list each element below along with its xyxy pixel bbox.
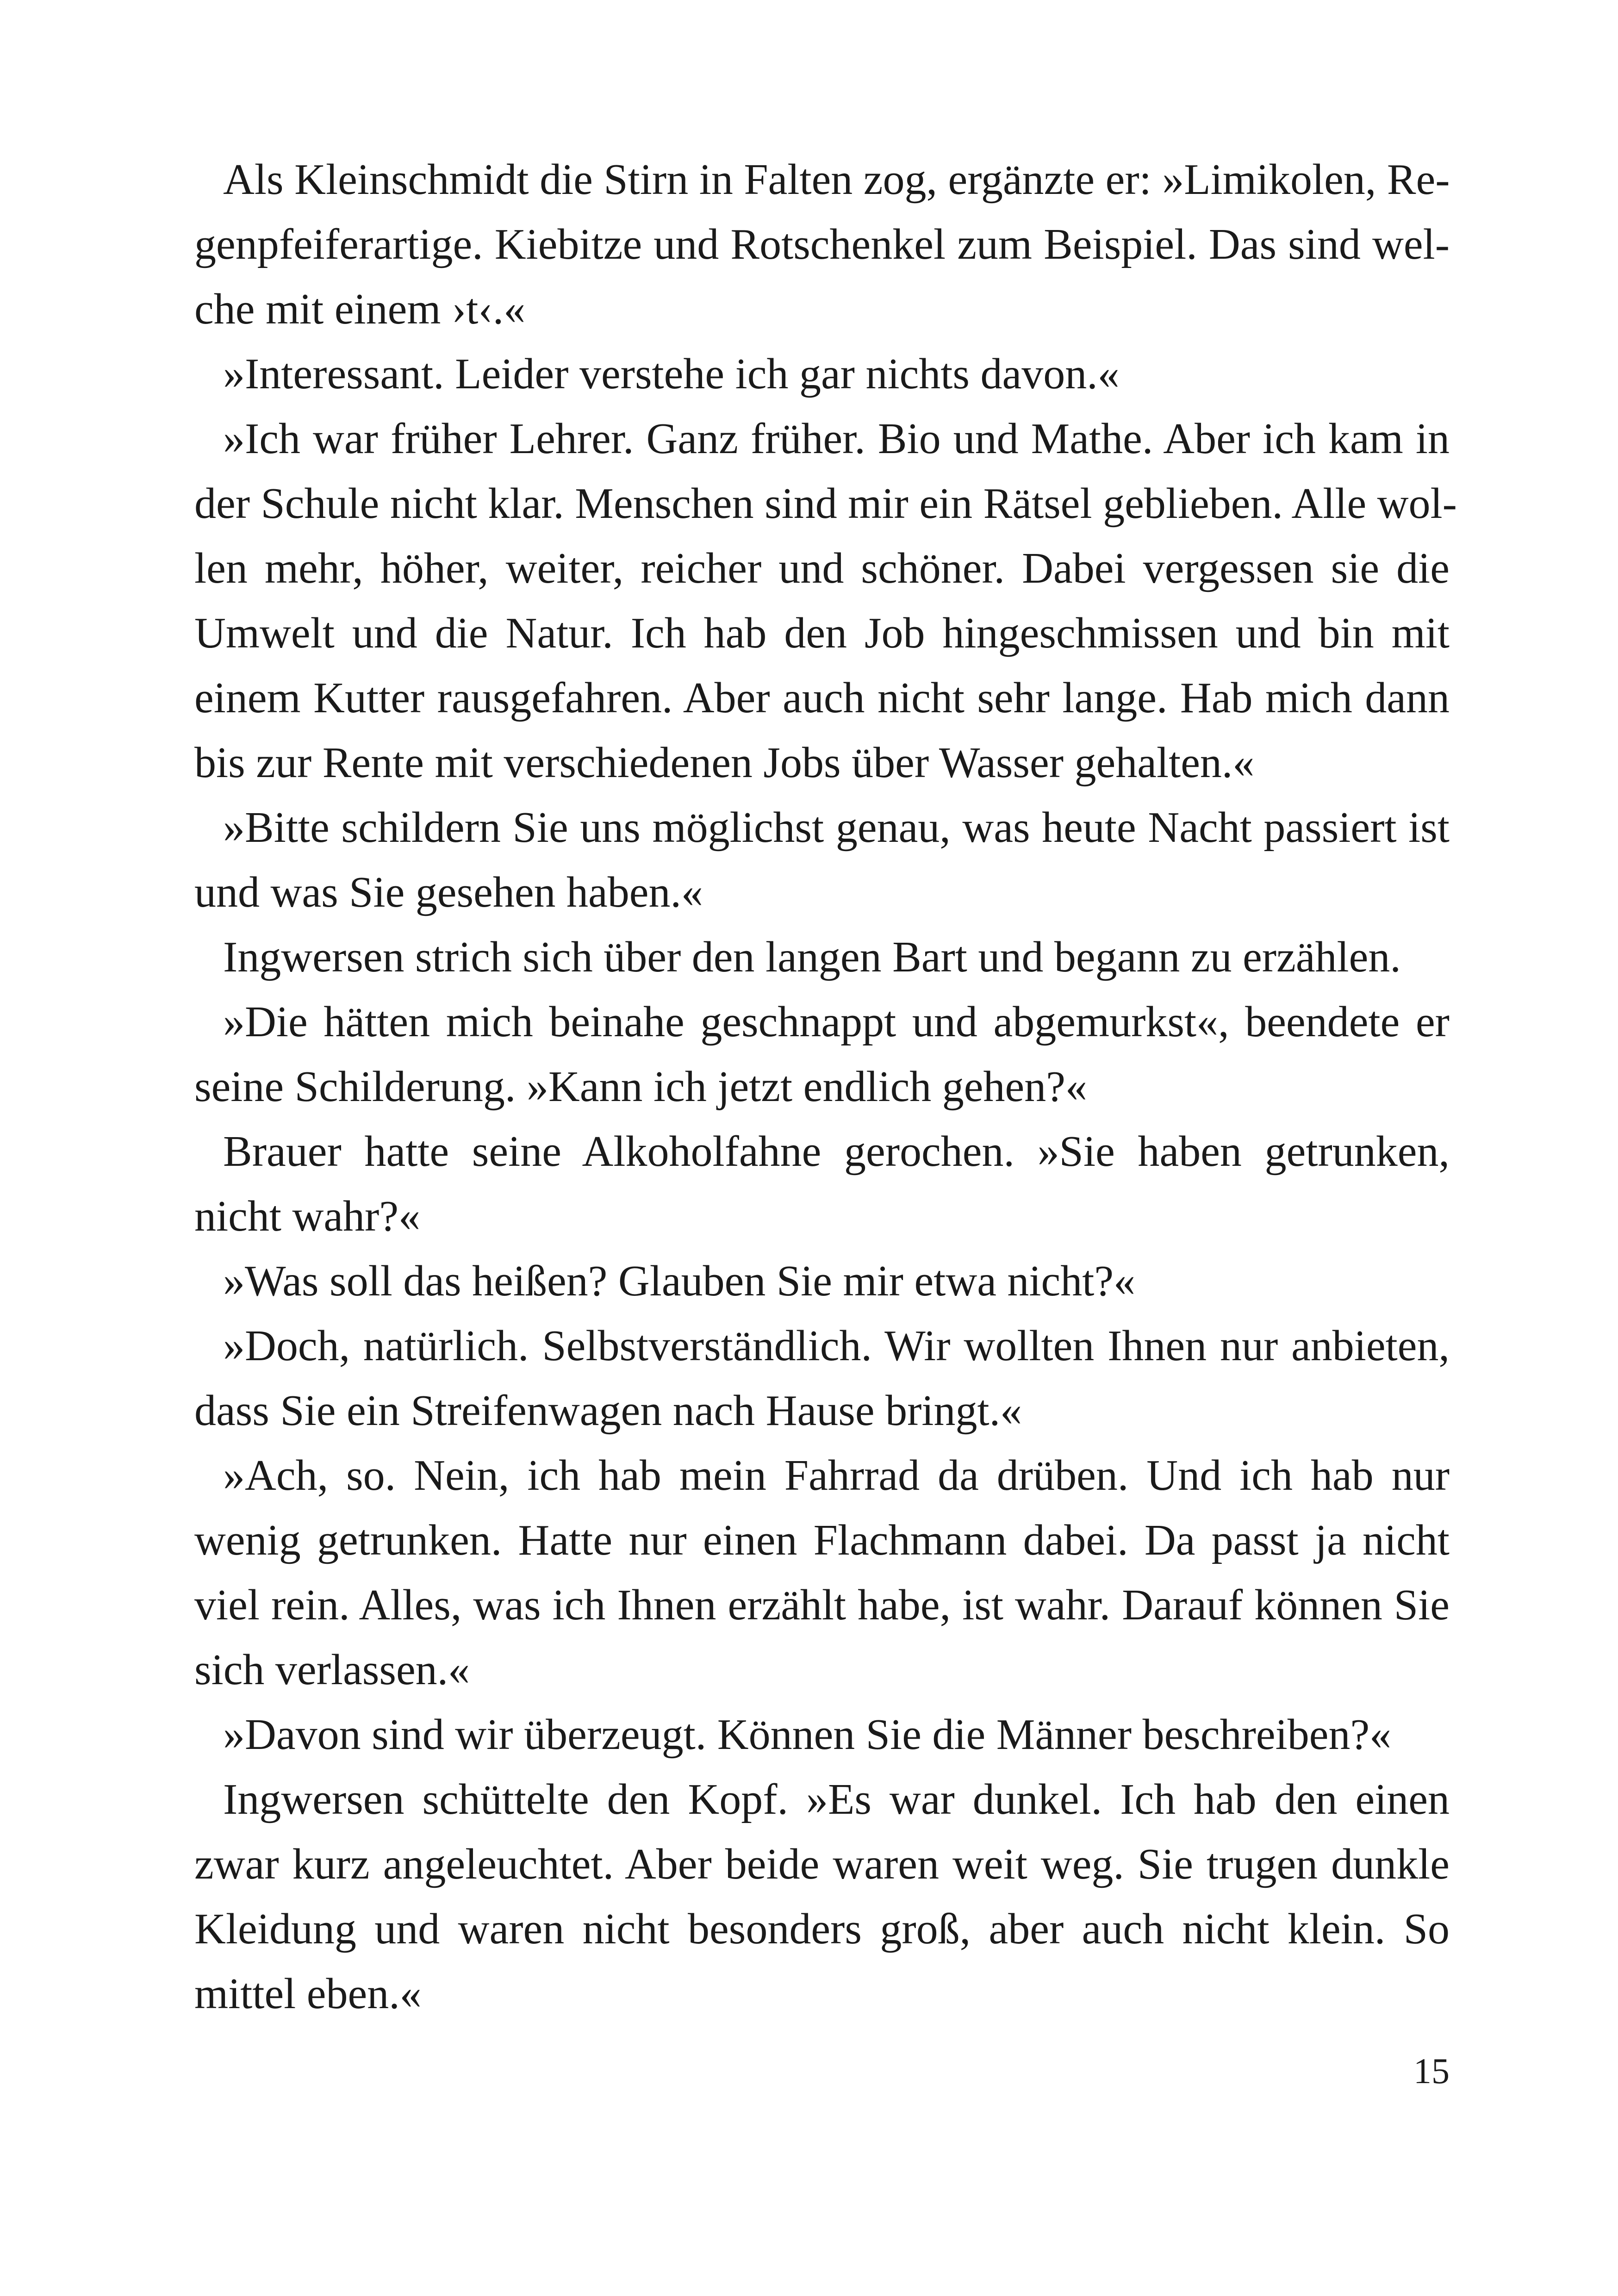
text-line: »Was soll das heißen? Glauben Sie mir etwa nicht?«	[223, 1257, 1136, 1305]
text-line: einem Kutter rausgefahren. Aber auch nicht sehr lange. Hab mich dann	[194, 674, 1450, 722]
text-line: Ingwersen strich sich über den langen Bart und begann zu erzählen.	[223, 933, 1401, 981]
text-line: »Bitte schildern Sie uns möglichst genau, was heute Nacht passiert ist	[223, 803, 1450, 852]
text-line: Brauer hatte seine Alkoholfahne gerochen. »Sie haben getrunken,	[223, 1127, 1450, 1176]
text-line: Kleidung und waren nicht besonders groß, aber auch nicht klein. So	[194, 1905, 1450, 1953]
text-line: bis zur Rente mit verschiedenen Jobs über Wasser gehalten.«	[194, 739, 1255, 787]
text-line: dass Sie ein Streifenwagen nach Hause bringt.«	[194, 1387, 1022, 1435]
text-line: sich verlassen.«	[194, 1646, 470, 1694]
text-line: zwar kurz angeleuchtet. Aber beide waren weit weg. Sie trugen dunkle	[194, 1840, 1450, 1888]
text-line: »Ach, so. Nein, ich hab mein Fahrrad da drüben. Und ich hab nur	[223, 1451, 1450, 1500]
text-line: »Interessant. Leider verstehe ich gar nichts davon.«	[223, 350, 1120, 398]
text-line: genpfeiferartige. Kiebitze und Rotschenkel zum Beispiel. Das sind wel-	[194, 220, 1450, 268]
text-line: Als Kleinschmidt die Stirn in Falten zog, ergänzte er: »Limikolen, Re-	[223, 156, 1450, 204]
text-line: Ingwersen schüttelte den Kopf. »Es war dunkel. Ich hab den einen	[223, 1775, 1450, 1823]
text-line: Umwelt und die Natur. Ich hab den Job hingeschmissen und bin mit	[194, 609, 1450, 657]
text-line: che mit einem ›t‹.«	[194, 285, 526, 333]
text-line: nicht wahr?«	[194, 1192, 421, 1240]
text-line: »Doch, natürlich. Selbstverständlich. Wir wollten Ihnen nur anbieten,	[223, 1322, 1450, 1370]
text-line: »Davon sind wir überzeugt. Können Sie die Männer beschreiben?«	[223, 1711, 1392, 1759]
text-line: seine Schilderung. »Kann ich jetzt endlich gehen?«	[194, 1063, 1087, 1111]
body-text	[194, 147, 1457, 2026]
text-line: »Die hätten mich beinahe geschnappt und abgemurkst«, beendete er	[223, 998, 1450, 1046]
text-line: len mehr, höher, weiter, reicher und schöner. Dabei vergessen sie die	[194, 544, 1450, 592]
text-line: und was Sie gesehen haben.«	[194, 868, 703, 916]
text-line: wenig getrunken. Hatte nur einen Flachmann dabei. Da passt ja nicht	[194, 1516, 1450, 1564]
page-number: 15	[1413, 2051, 1450, 2091]
text-line: »Ich war früher Lehrer. Ganz früher. Bio und Mathe. Aber ich kam in	[223, 415, 1450, 463]
text-line: viel rein. Alles, was ich Ihnen erzählt habe, ist wahr. Darauf können Sie	[194, 1581, 1450, 1629]
text-line: der Schule nicht klar. Menschen sind mir ein Rätsel geblieben. Alle wol-	[194, 479, 1457, 528]
text-line: mittel eben.«	[194, 1970, 422, 2018]
